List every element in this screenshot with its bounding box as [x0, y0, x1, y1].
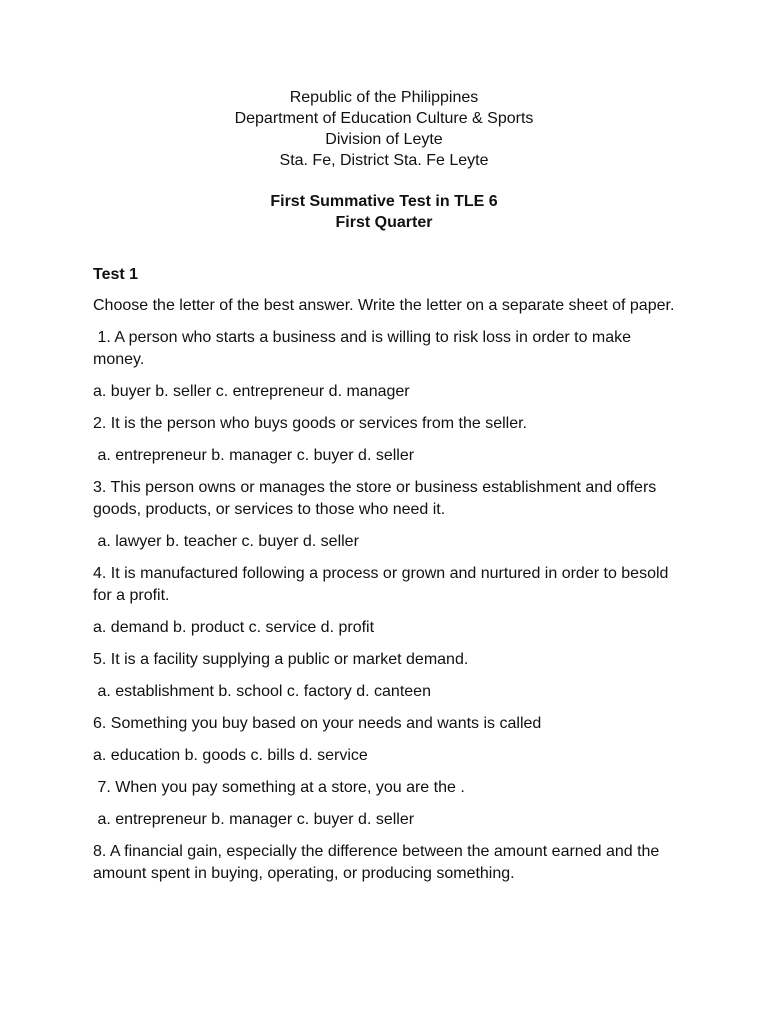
test-title: First Summative Test in TLE 6 [270, 193, 498, 210]
test-quarter: First Quarter [335, 214, 433, 231]
header-department: Department of Education Culture & Sports [234, 110, 534, 127]
question-8: 8. A financial gain, especially the difference between the amount earned and the amount spent in buying, operating, or producing something. [93, 843, 664, 882]
header-district: Sta. Fe, District Sta. Fe Leyte [279, 152, 489, 169]
question-3-choices: a. lawyer b. teacher c. buyer d. seller [93, 533, 359, 550]
document-title [0, 191, 768, 233]
question-2-choices: a. entrepreneur b. manager c. buyer d. seller [93, 447, 415, 464]
question-1-choices: a. buyer b. seller c. entrepreneur d. manager [93, 383, 410, 400]
document-header [0, 87, 768, 171]
test-label: Test 1 [93, 266, 139, 283]
question-7-choices: a. entrepreneur b. manager c. buyer d. seller [93, 811, 415, 828]
question-4-choices: a. demand b. product c. service d. profit [93, 619, 375, 636]
question-5-choices: a. establishment b. school c. factory d. canteen [93, 683, 431, 700]
question-6: 6. Something you buy based on your needs and wants is called [93, 715, 542, 732]
header-division: Division of Leyte [325, 131, 443, 148]
question-1: 1. A person who starts a business and is willing to risk loss in order to make money. [93, 329, 636, 368]
question-6-choices: a. education b. goods c. bills d. service [93, 747, 368, 764]
question-7: 7. When you pay something at a store, you are the . [93, 779, 465, 796]
question-4: 4. It is manufactured following a process or grown and nurtured in order to besold for a profit. [93, 565, 673, 604]
test-content [93, 264, 683, 895]
question-5: 5. It is a facility supplying a public or market demand. [93, 651, 469, 668]
question-2: 2. It is the person who buys goods or services from the seller. [93, 415, 527, 432]
header-republic: Republic of the Philippines [289, 89, 479, 106]
question-3: 3. This person owns or manages the store or business establishment and offers goods, products, or services to those who need it. [93, 479, 661, 518]
test-instructions: Choose the letter of the best answer. Write the letter on a separate sheet of paper. [93, 297, 675, 314]
